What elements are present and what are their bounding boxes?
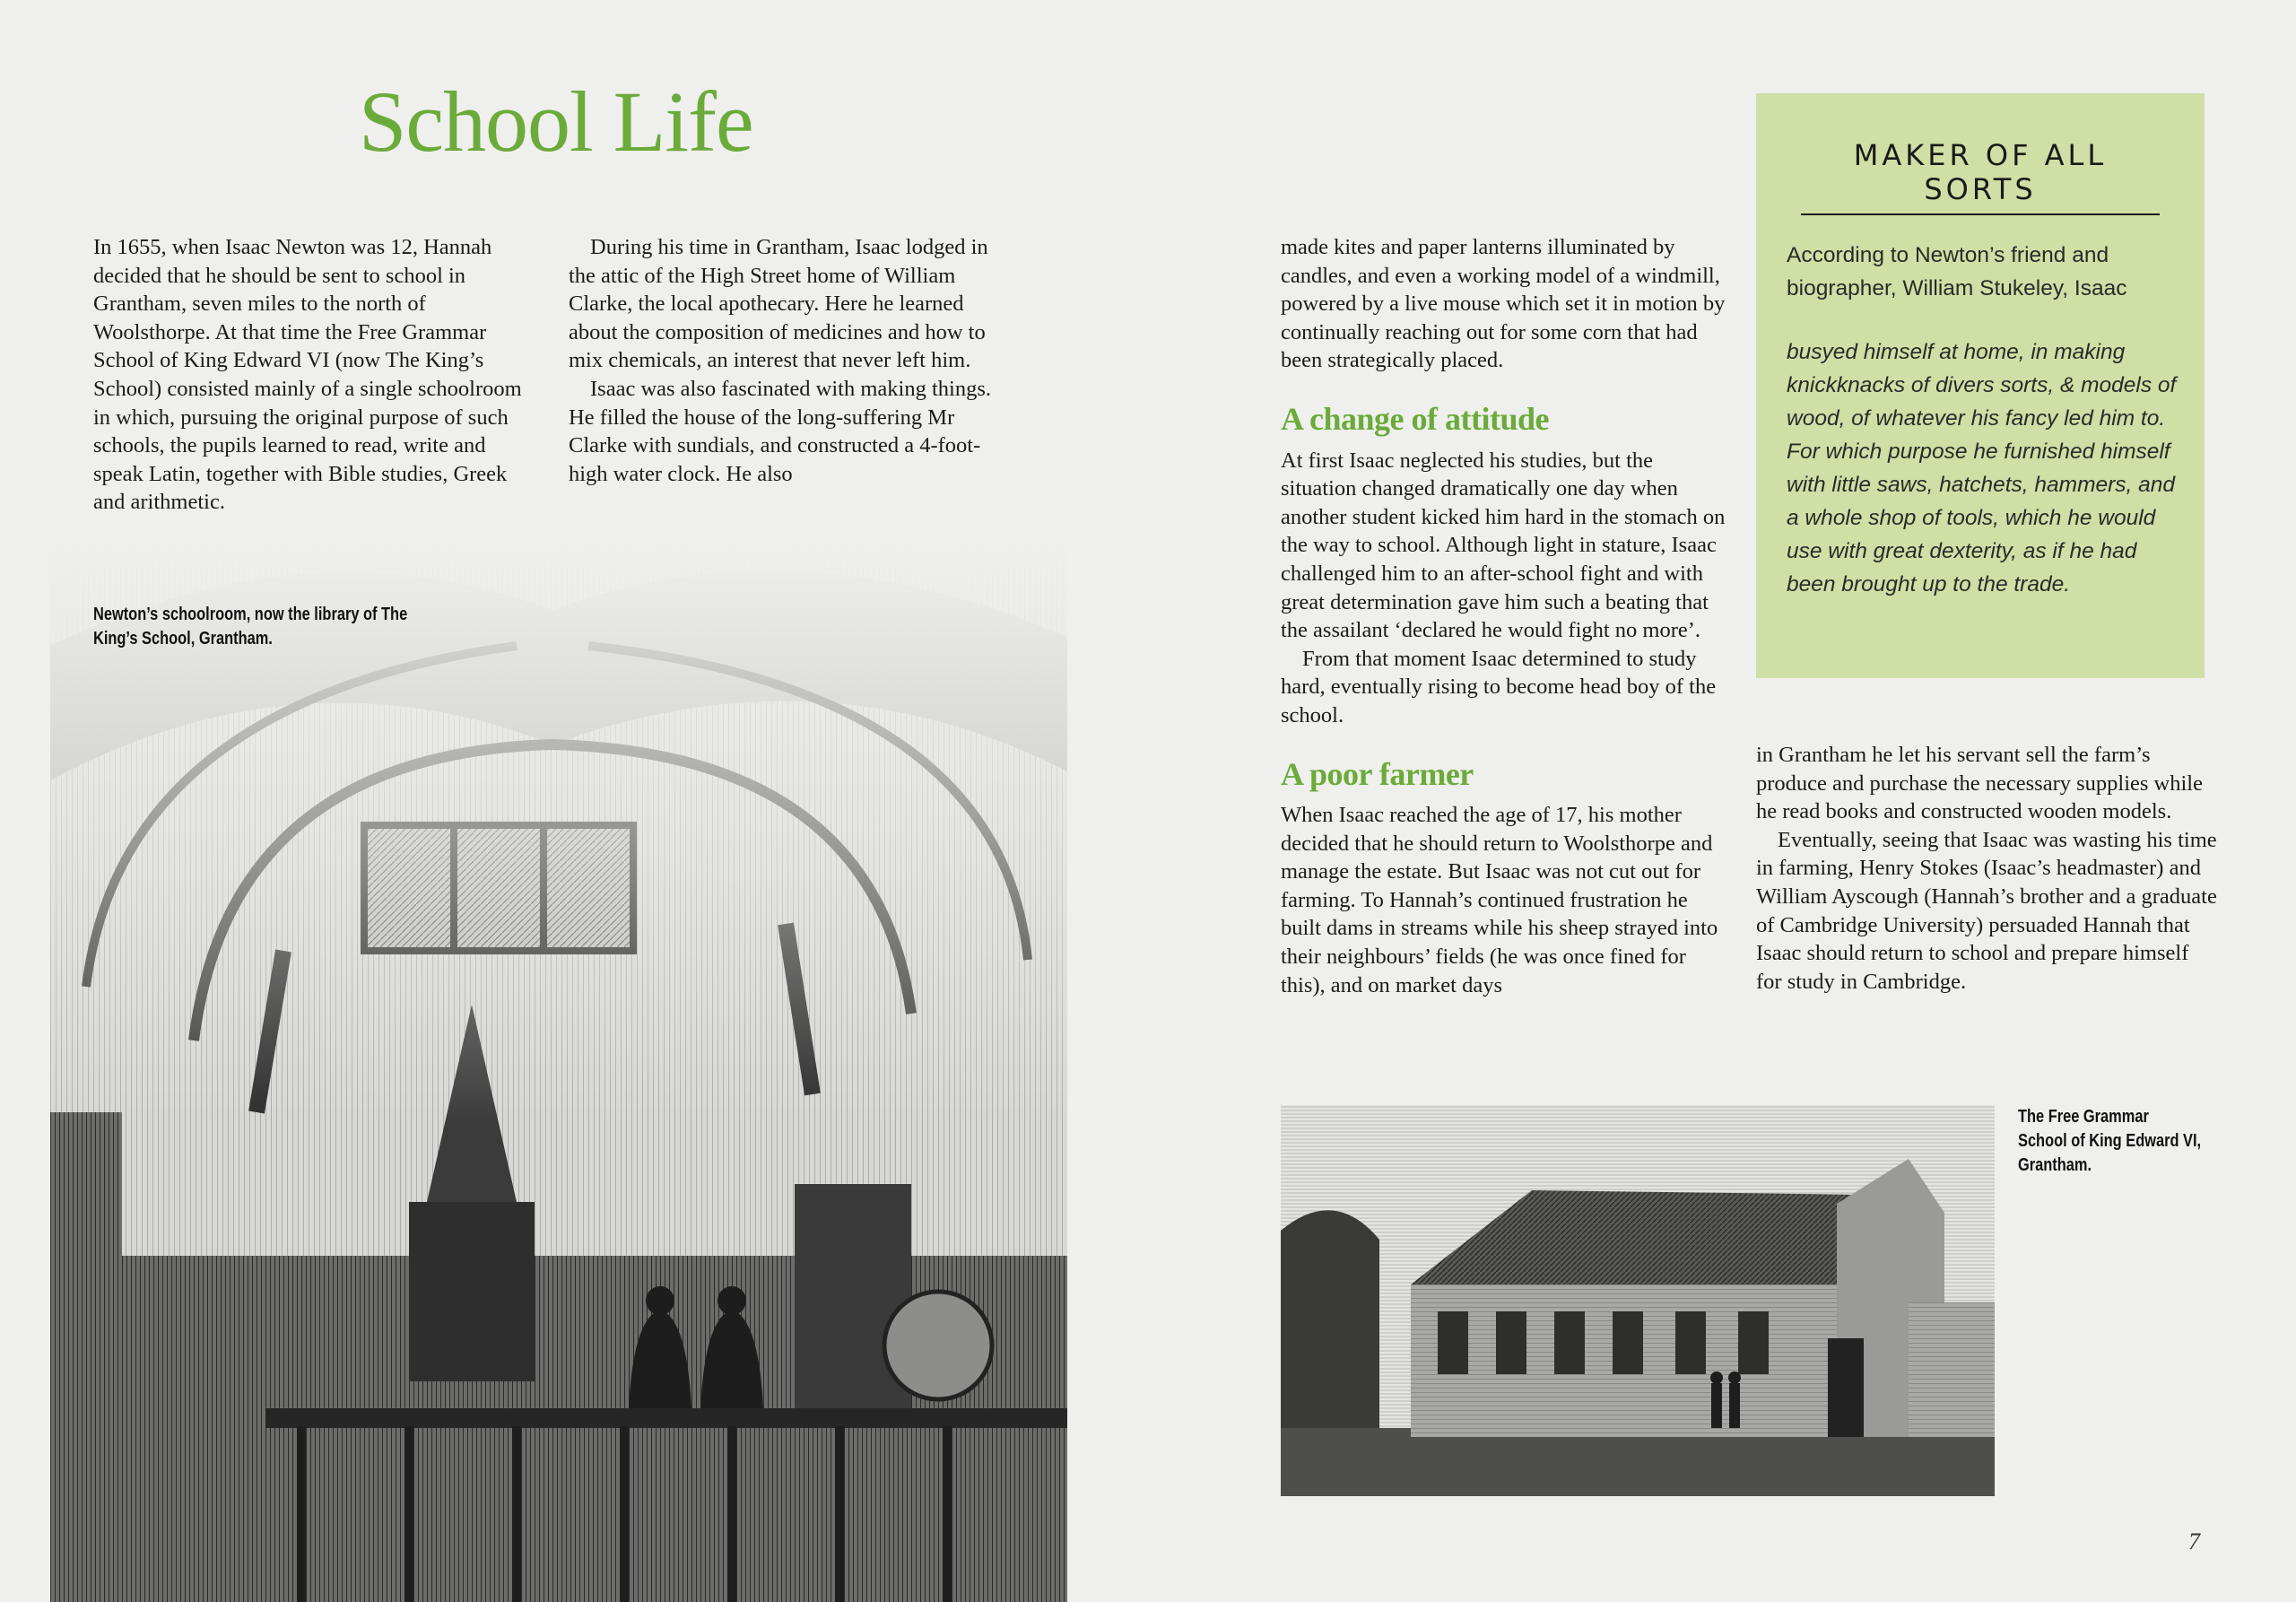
caption-schoolroom: Newton’s schoolroom, now the library of The King’s School, Grantham.	[93, 605, 408, 649]
paragraph: Isaac was also fascinated with making things. He filled the house of the long-suffering Mr Clarke with sundials, and constructed a 4-foot-high water clock. He also	[569, 376, 992, 486]
paragraph: During his time in Grantham, Isaac lodged in the attic of the High Street home of William Clarke, the local apothecary. Here he learned about the composition of medicines and how to mix chemicals, an interest that never left him.	[569, 235, 988, 373]
paragraph: In 1655, when Isaac Newton was 12, Hannah decided that he should be sent to school in Grantham, seven miles to the north of Woolsthorpe. At that time the Free Grammar School of King Edward VI (now The King’s School) consisted mainly of a single schoolroom in which, pursuing the original purpose of such schools, the pupils learned to read, write and speak Latin, together with Bible studies, Greek and arithmetic.	[93, 235, 522, 515]
column-3	[1281, 233, 1727, 999]
school-exterior-engraving	[1281, 1105, 1995, 1496]
column-4	[1756, 741, 2217, 996]
schoolroom-engraving	[50, 538, 1067, 1602]
paragraph: Eventually, seeing that Isaac was wasting his time in farming, Henry Stokes (Isaac’s headmaster) and William Ayscough (Hannah’s brother and a graduate of Cambridge University) persuaded Hannah that Isaac should return to school and prepare himself for study in Cambridge.	[1756, 827, 2217, 994]
caption-school: The Free Grammar School of King Edward VI, Grantham.	[2018, 1107, 2202, 1175]
sidebar-quote: busyed himself at home, in making knickknacks of divers sorts, & models of wood, of whatever his fancy led him to. For which purpose he furnished himself with little saws, hatchets, hammers, and a whole shop of tools, which he would use with great dexterity, as if he had been brought up to the trade.	[1787, 340, 2177, 596]
paragraph: made kites and paper lanterns illuminated by candles, and even a working model of a windmill, powered by a live mouse which set it in motion by continually reaching out for some corn that had been strategically placed.	[1281, 235, 1726, 373]
paragraph: When Isaac reached the age of 17, his mother decided that he should return to Woolsthorpe and manage the estate. But Isaac was not cut out for farming. To Hannah’s continued frustration he built dams in streams while his sheep strayed into their neighbours’ fields (he was once fined for this), and on market days	[1281, 803, 1718, 997]
sidebar-box	[1756, 93, 2205, 678]
paragraph: At first Isaac neglected his studies, but the situation changed dramatically one day when another student kicked him hard in the stomach on the way to school. Although light in stature, Isaac challenged him to an after-school fight and with great determination gave him such a beating that the assailant ‘declared he would fight no more’.	[1281, 448, 1726, 643]
sidebar-heading: MAKER OF ALL SORTS	[1801, 138, 2160, 215]
column-1	[93, 233, 536, 517]
subheading-a-poor-farmer: A poor farmer	[1281, 755, 1474, 792]
subheading-change-of-attitude: A change of attitude	[1281, 400, 1549, 437]
column-2	[569, 233, 1017, 488]
paragraph: From that moment Isaac determined to study hard, eventually rising to become head boy of the school.	[1281, 646, 1717, 727]
paragraph: in Grantham he let his servant sell the farm’s produce and purchase the necessary supplies while he read books and constructed wooden models.	[1756, 743, 2203, 824]
sidebar-intro: According to Newton’s friend and biographer, William Stukeley, Isaac	[1787, 243, 2127, 300]
page-title: School Life	[359, 74, 753, 170]
page-number: 7	[2188, 1528, 2200, 1554]
